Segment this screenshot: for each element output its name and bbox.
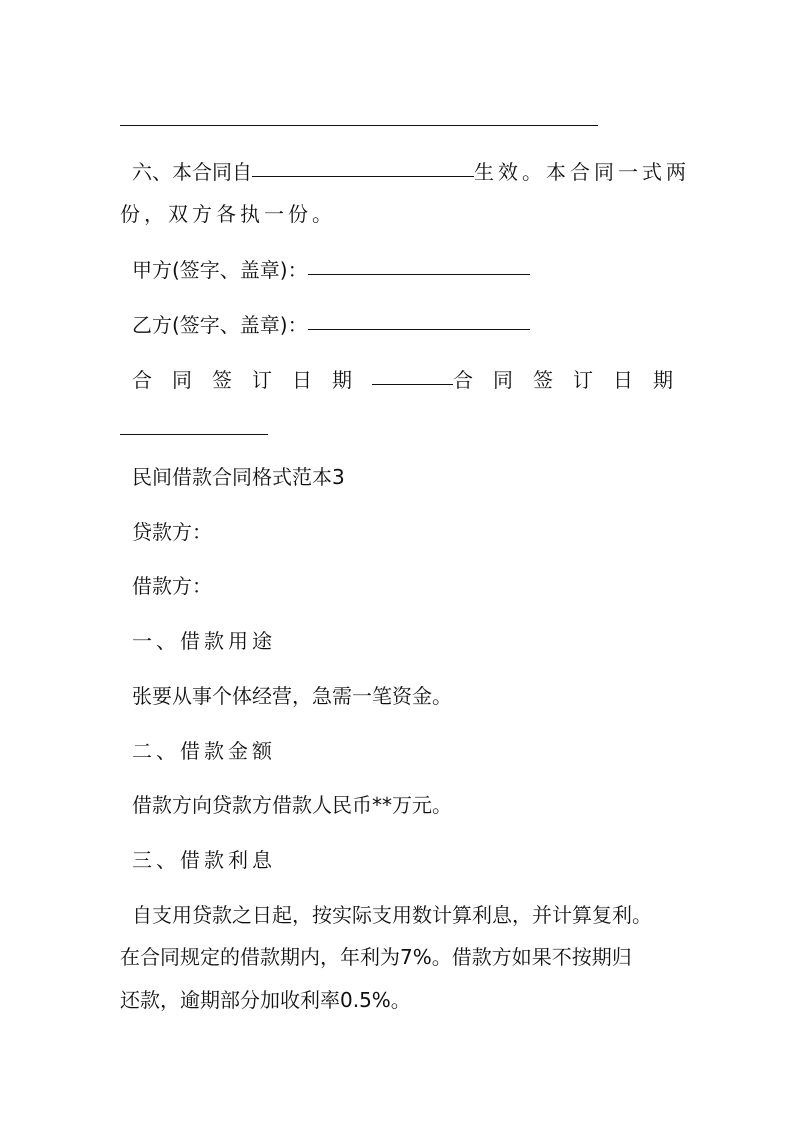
section-three-paragraph-line-3: 还款，逾期部分加收利率0.5%。 <box>120 988 411 1012</box>
party-a-signature-blank <box>308 273 530 275</box>
signing-date-label-1: 合同签订日期 <box>132 368 372 392</box>
section-title: 民间借款合同格式范本3 <box>132 465 345 489</box>
party-a-label: 甲方(签字、盖章)： <box>132 258 308 282</box>
section-two-body: 借款方向贷款方借款人民币**万元。 <box>132 793 452 817</box>
signing-date-label-2: 合同签订日期 <box>453 368 693 392</box>
clause-six-prefix: 六、本合同自 <box>132 160 252 184</box>
signing-date-line <box>120 368 693 392</box>
clause-six-line <box>120 160 690 184</box>
borrower-line: 借款方： <box>132 574 212 598</box>
party-b-label: 乙方(签字、盖章)： <box>132 313 308 337</box>
party-b-line <box>120 313 685 337</box>
section-one-body: 张要从事个体经营，急需一笔资金。 <box>132 684 452 708</box>
signing-date-blank <box>372 383 453 385</box>
clause-six-continuation: 份，双方各执一份。 <box>120 202 336 226</box>
section-two-title: 二、借款金额 <box>132 739 276 763</box>
effective-date-blank <box>252 175 474 177</box>
signing-date-blank-line <box>120 418 673 442</box>
section-one-title: 一、借款用途 <box>132 629 276 653</box>
signing-date-blank-2 <box>120 433 268 435</box>
lender-line: 贷款方： <box>132 520 212 544</box>
section-three-paragraph-line-1: 自支用贷款之日起，按实际支用数计算利息，并计算复利。 <box>132 903 652 927</box>
clause-six-suffix: 生效。本合同一式两 <box>474 160 690 184</box>
party-a-line <box>120 258 685 282</box>
signature-underline-rule <box>120 125 598 126</box>
section-three-title: 三、借款利息 <box>132 848 276 872</box>
party-b-signature-blank <box>308 328 530 330</box>
section-three-paragraph-line-2: 在合同规定的借款期内，年利为7%。借款方如果不按期归 <box>120 945 632 969</box>
